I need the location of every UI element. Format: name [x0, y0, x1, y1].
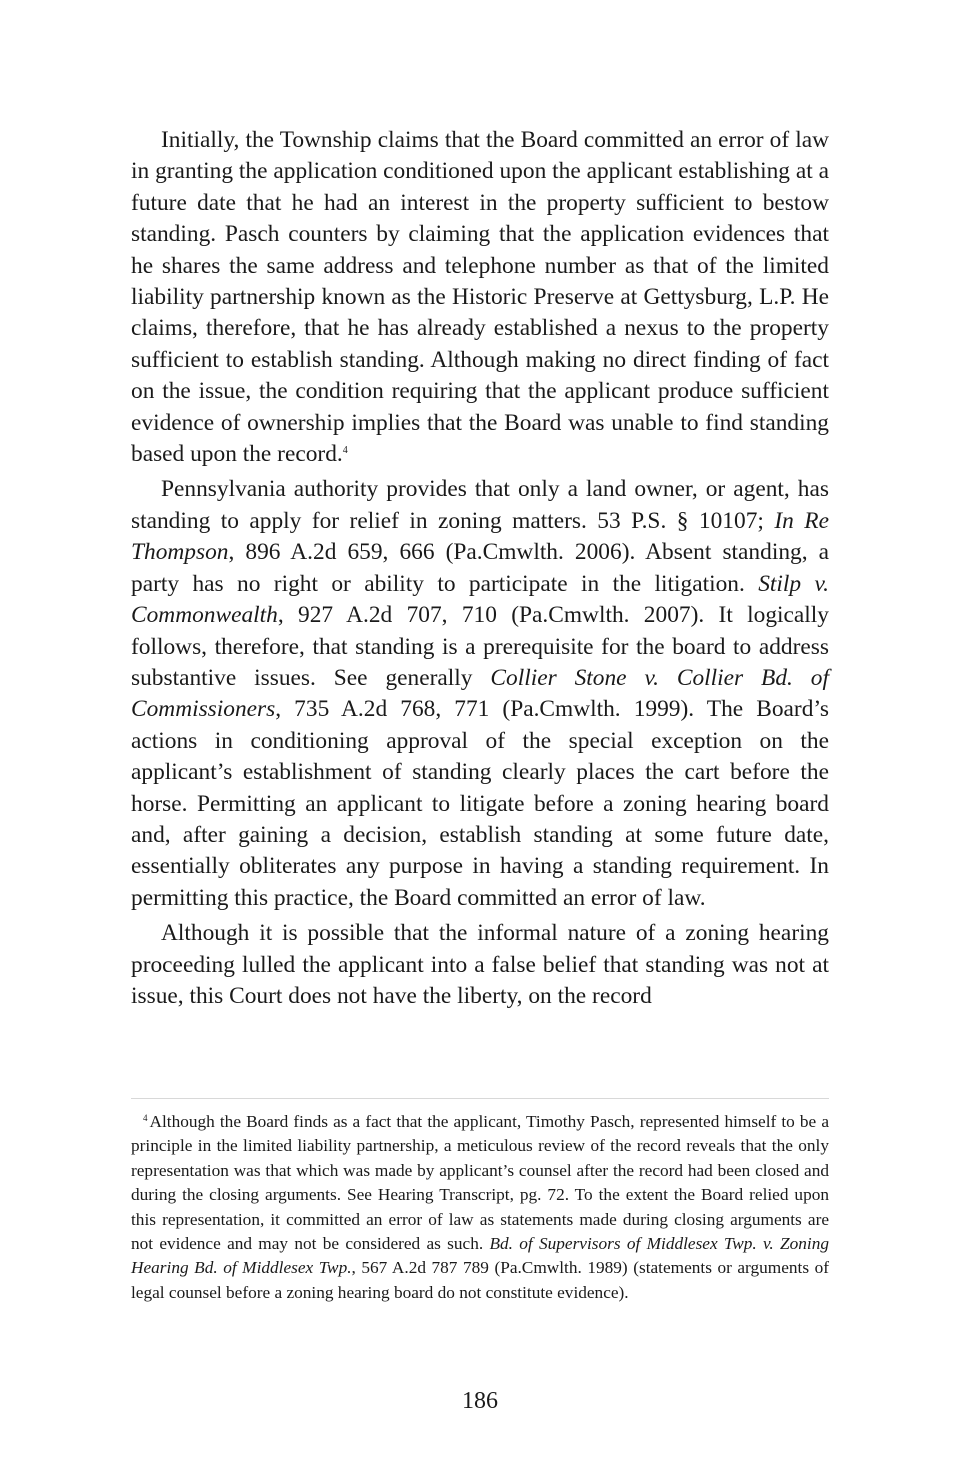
case-citation: Collier Stone v. Collier Bd. of Commissioners [131, 664, 829, 723]
footnote-text [131, 1110, 829, 1305]
footnote-divider [131, 1098, 829, 1099]
paragraph-text: Although it is possible that the informal nature of a zoning hearing proceeding lulled the applicant into a false belief that standing was not at issue, this Court does not have the liberty, on the record [131, 920, 829, 1009]
paragraph-text: Initially, the Township claims that the Board committed an error of law in granting the application conditioned upon the applicant establishing at a future date that he had an interest in the property sufficient to bestow standing. Pasch counters by claiming that the application evidences that he shares the same address and telephone number as that of the limited liability partnership known as the Historic Preserve at Gettysburg, L.P. He claims, therefore, that he has already established a nexus to the property sufficient to establish standing. Although making no direct finding of fact on the issue, the condition requiring that the applicant produce sufficient evidence of ownership implies that the Board was unable to find standing based upon the record. [131, 127, 829, 468]
paragraph-text: , 927 A.2d 707, 710 (Pa.Cmwlth. 2007). It logically follows, therefore, that standing is a prerequisite for the board to address substantive issues. See generally [131, 602, 829, 691]
paragraph-pennsylvania-authority [131, 474, 829, 914]
page-number: 186 [462, 1388, 498, 1414]
case-citation: Stilp v. Commonwealth [131, 570, 829, 629]
footnote-marker: 4 [143, 1113, 148, 1123]
footnote-body: , 567 A.2d 787 789 (Pa.Cmwlth. 1989) (statements or arguments of legal counsel before a zoning hearing board do not constitute evidence). [131, 1258, 829, 1302]
footnote-body: Although the Board finds as a fact that the applicant, Timothy Pasch, represented himself to be a principle in the limited liability partnership, a meticulous review of the record reveals that the only representation was that which was made by applicant’s counsel after the record had been closed and during the closing arguments. See Hearing Transcript, pg. 72. To the extent the Board relied upon this representation, it committed an error of law as statements made during closing arguments are not evidence and may not be considered as such. [131, 1112, 829, 1254]
paragraph-text: , 896 A.2d 659, 666 (Pa.Cmwlth. 2006). Absent standing, a party has no right or ability to participate in the litigation. [131, 539, 829, 597]
case-citation: In Re Thompson [131, 507, 829, 566]
paragraph-text: Pennsylvania authority provides that only a land owner, or agent, has standing to apply for relief in zoning matters. 53 P.S. § 10107; [131, 476, 829, 534]
paragraph-text: , 735 A.2d 768, 771 (Pa.Cmwlth. 1999). The Board’s actions in conditioning approval of the special exception on the applicant’s establishment of standing clearly places the cart before the horse. Permitting an applicant to litigate before a zoning hearing board and, after gaining a decision, establish standing at some future date, essentially obliterates any purpose in having a standing requirement. In permitting this practice, the Board committed an error of law. [131, 696, 829, 911]
footnote [131, 1110, 829, 1305]
footnote-reference[interactable]: 4 [342, 445, 348, 457]
body-text [131, 125, 829, 1012]
paragraph-standing-claim [131, 125, 829, 470]
paragraph-informal-nature [131, 918, 829, 1012]
case-citation: Bd. of Supervisors of Middlesex Twp. v. Zoning Hearing Bd. of Middlesex Twp. [131, 1234, 830, 1278]
